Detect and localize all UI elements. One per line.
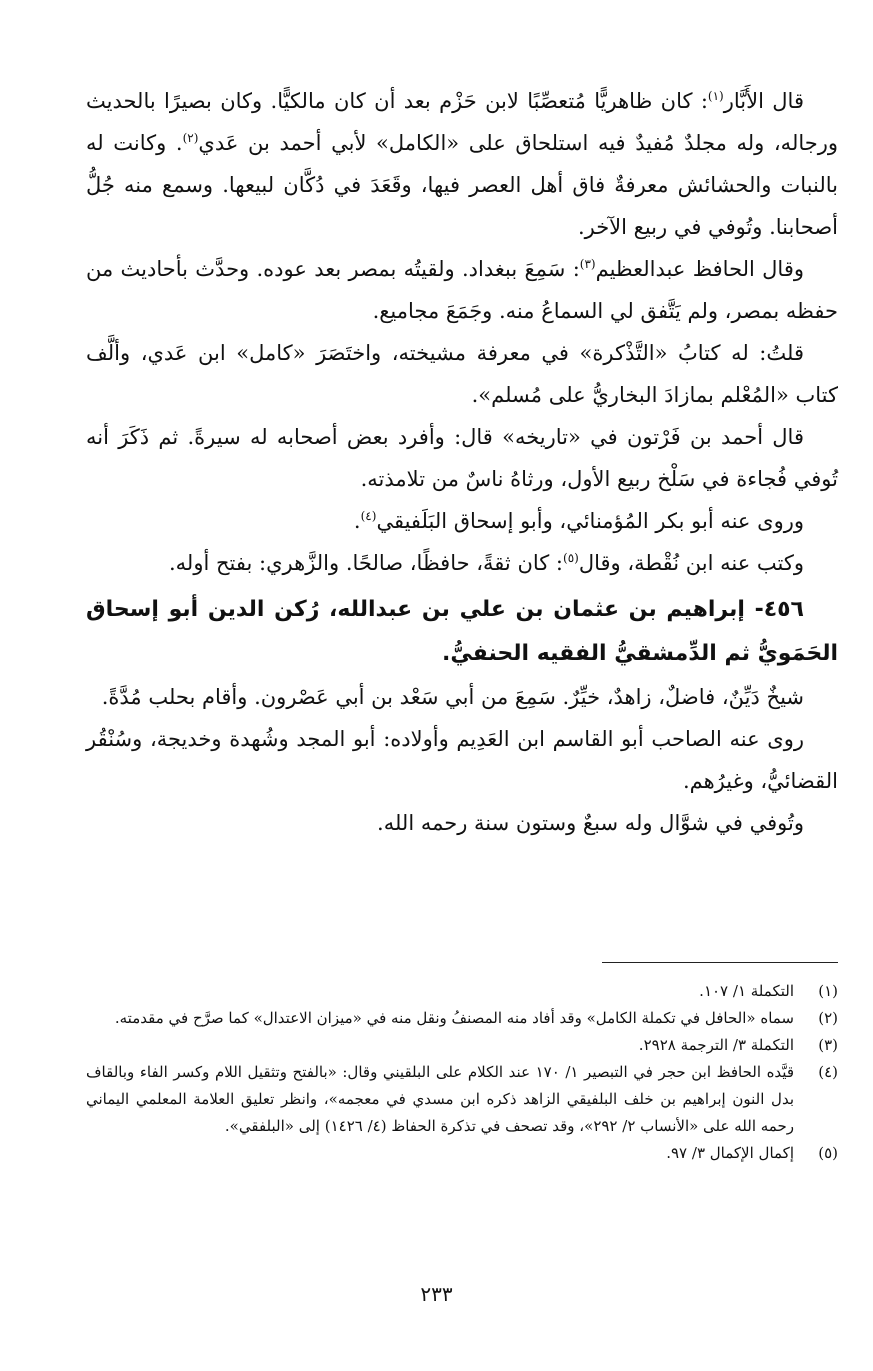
text-run: . وكانت له بالنبات والحشائش معرفةٌ فاق أهل العصر فيها، وقَعَدَ في دُكَّان لبيعها. وسمع منه جُلُّ أصحابنا. وتُوفي في ربيع الآخر. — [86, 131, 838, 239]
footnote-text: قيَّده الحافظ ابن حجر في التبصير ١/ ١٧٠ عند الكلام على البلقيني وقال: «بالفتح وتثقيل اللام وكسر الفاء وبالقاف بدل النون إبراهيم بن خلف البلفيقي الزاهد ذكره ابن مسدي في معجمه»، وانظر تعليق العلامة المعلمي اليماني رحمه الله على «الأنساب ٢/ ٢٩٢»، وقد تصحف في تذكرة الحفاظ (٤/ ١٤٢٦) إلى «البلفقي». — [86, 1063, 795, 1135]
footnote-number: (٤) — [818, 1063, 838, 1081]
footnote-number: (١) — [818, 982, 838, 1000]
paragraph-fartun — [86, 416, 838, 500]
entry-heading: ٤٥٦- إبراهيم بن عثمان بن علي بن عبدالله، رُكن الدين أبو إسحاق الحَمَويُّ ثم الدِّمشقيُّ الفقيه الحنفيُّ. — [86, 597, 838, 666]
text-run: قال الأَبَّار — [723, 89, 804, 113]
footnote-text: سماه «الحافل في تكملة الكامل» وقد أفاد منه المصنفُ ونقل منه في «ميزان الاعتدال» كما صرَّح في مقدمته. — [114, 1009, 794, 1027]
footnote-text: إكمال الإكمال ٣/ ٩٧. — [666, 1144, 794, 1162]
page-number: ٢٣٣ — [420, 1282, 453, 1306]
text-run: وكتب عنه ابن نُقْطة، وقال — [578, 551, 804, 575]
main-text — [86, 80, 838, 844]
footnote — [86, 978, 838, 1005]
text-run: قال أحمد بن فَرْتون في «تاريخه» قال: وأفرد بعض أصحابه له سيرةً. ثم ذَكَرَ أنه تُوفي فُجاءة في سَلْخ ربيع الأول، ورثاهُ ناسٌ من تلامذته. — [86, 425, 838, 491]
footnote-ref[interactable]: (٣) — [579, 257, 596, 271]
text-run: وروى عنه أبو بكر المُؤمنائي، وأبو إسحاق البَلَفيقي — [376, 509, 804, 533]
footnote-number: (٢) — [818, 1009, 838, 1027]
footnote-ref[interactable]: (٥) — [563, 551, 579, 565]
text-run: . — [353, 509, 361, 533]
entry-paragraph: وتُوفي في شوَّال وله سبعٌ وستون سنة رحمه الله. — [377, 811, 804, 835]
text-run: قلتُ: له كتابُ «التَّذْكرة» في معرفة مشيخته، واختَصَرَ «كامل» ابن عَدي، وألَّف كتاب «المُعْلم بمازادَ البخاريُّ على مُسلم». — [86, 341, 838, 407]
paragraph-abdulazim — [86, 248, 838, 332]
text-run: : كان ثقةً، حافظًا، صالحًا. والزَّهري: بفتح أوله. — [169, 551, 564, 575]
footnote-number: (٣) — [818, 1036, 838, 1054]
footnote-ref[interactable]: (١) — [707, 89, 724, 103]
paragraph-qultu — [86, 332, 838, 416]
footnote-text: التكملة ١/ ١٠٧. — [699, 982, 794, 1000]
footnote — [86, 1032, 838, 1059]
text-run: : كان ظاهريًّا مُتعصِّبًا لابن حَزْم بعد أن كان مالكيًّا. وكان بصيرًا بالحديث ورجاله، وله مجلدٌ مُفيدٌ فيه استلحاق على «الكامل» لأبي أحمد بن عَدي — [86, 89, 839, 155]
paragraph-rawa — [86, 500, 838, 542]
footnotes — [86, 978, 838, 1167]
footnote — [86, 1005, 838, 1032]
entry-paragraph: روى عنه الصاحب أبو القاسم ابن العَدِيم وأولاده: أبو المجد وشُهدة وخديجة، وسُنْقُر القضائيُّ، وغيرُهم. — [86, 727, 838, 793]
text-run: وقال الحافظ عبدالعظيم — [595, 257, 805, 281]
footnote-ref[interactable]: (٢) — [182, 131, 199, 145]
paragraph-abbar — [86, 80, 838, 248]
entry-paragraph: شيخٌ دَيِّنٌ، فاضلٌ، زاهدٌ، خيِّرٌ. سَمِعَ من أبي سَعْد بن أبي عَصْرون. وأقام بحلب مُدَّةً. — [101, 685, 804, 709]
text-run: : سَمِعَ ببغداد. ولقيتُه بمصر بعد عوده. وحدَّث بأحاديث من حفظه بمصر، ولم يَتَّفق لي السماعُ منه. وجَمَعَ مجاميع. — [86, 257, 838, 323]
footnote-divider — [602, 962, 838, 963]
footnote — [86, 1140, 838, 1167]
footnote-number: (٥) — [818, 1144, 838, 1162]
paragraph-nuqta — [86, 542, 838, 584]
footnote-ref[interactable]: (٤) — [360, 509, 377, 523]
footnote-text: التكملة ٣/ الترجمة ٢٩٢٨. — [638, 1036, 794, 1054]
footnote — [86, 1059, 838, 1140]
